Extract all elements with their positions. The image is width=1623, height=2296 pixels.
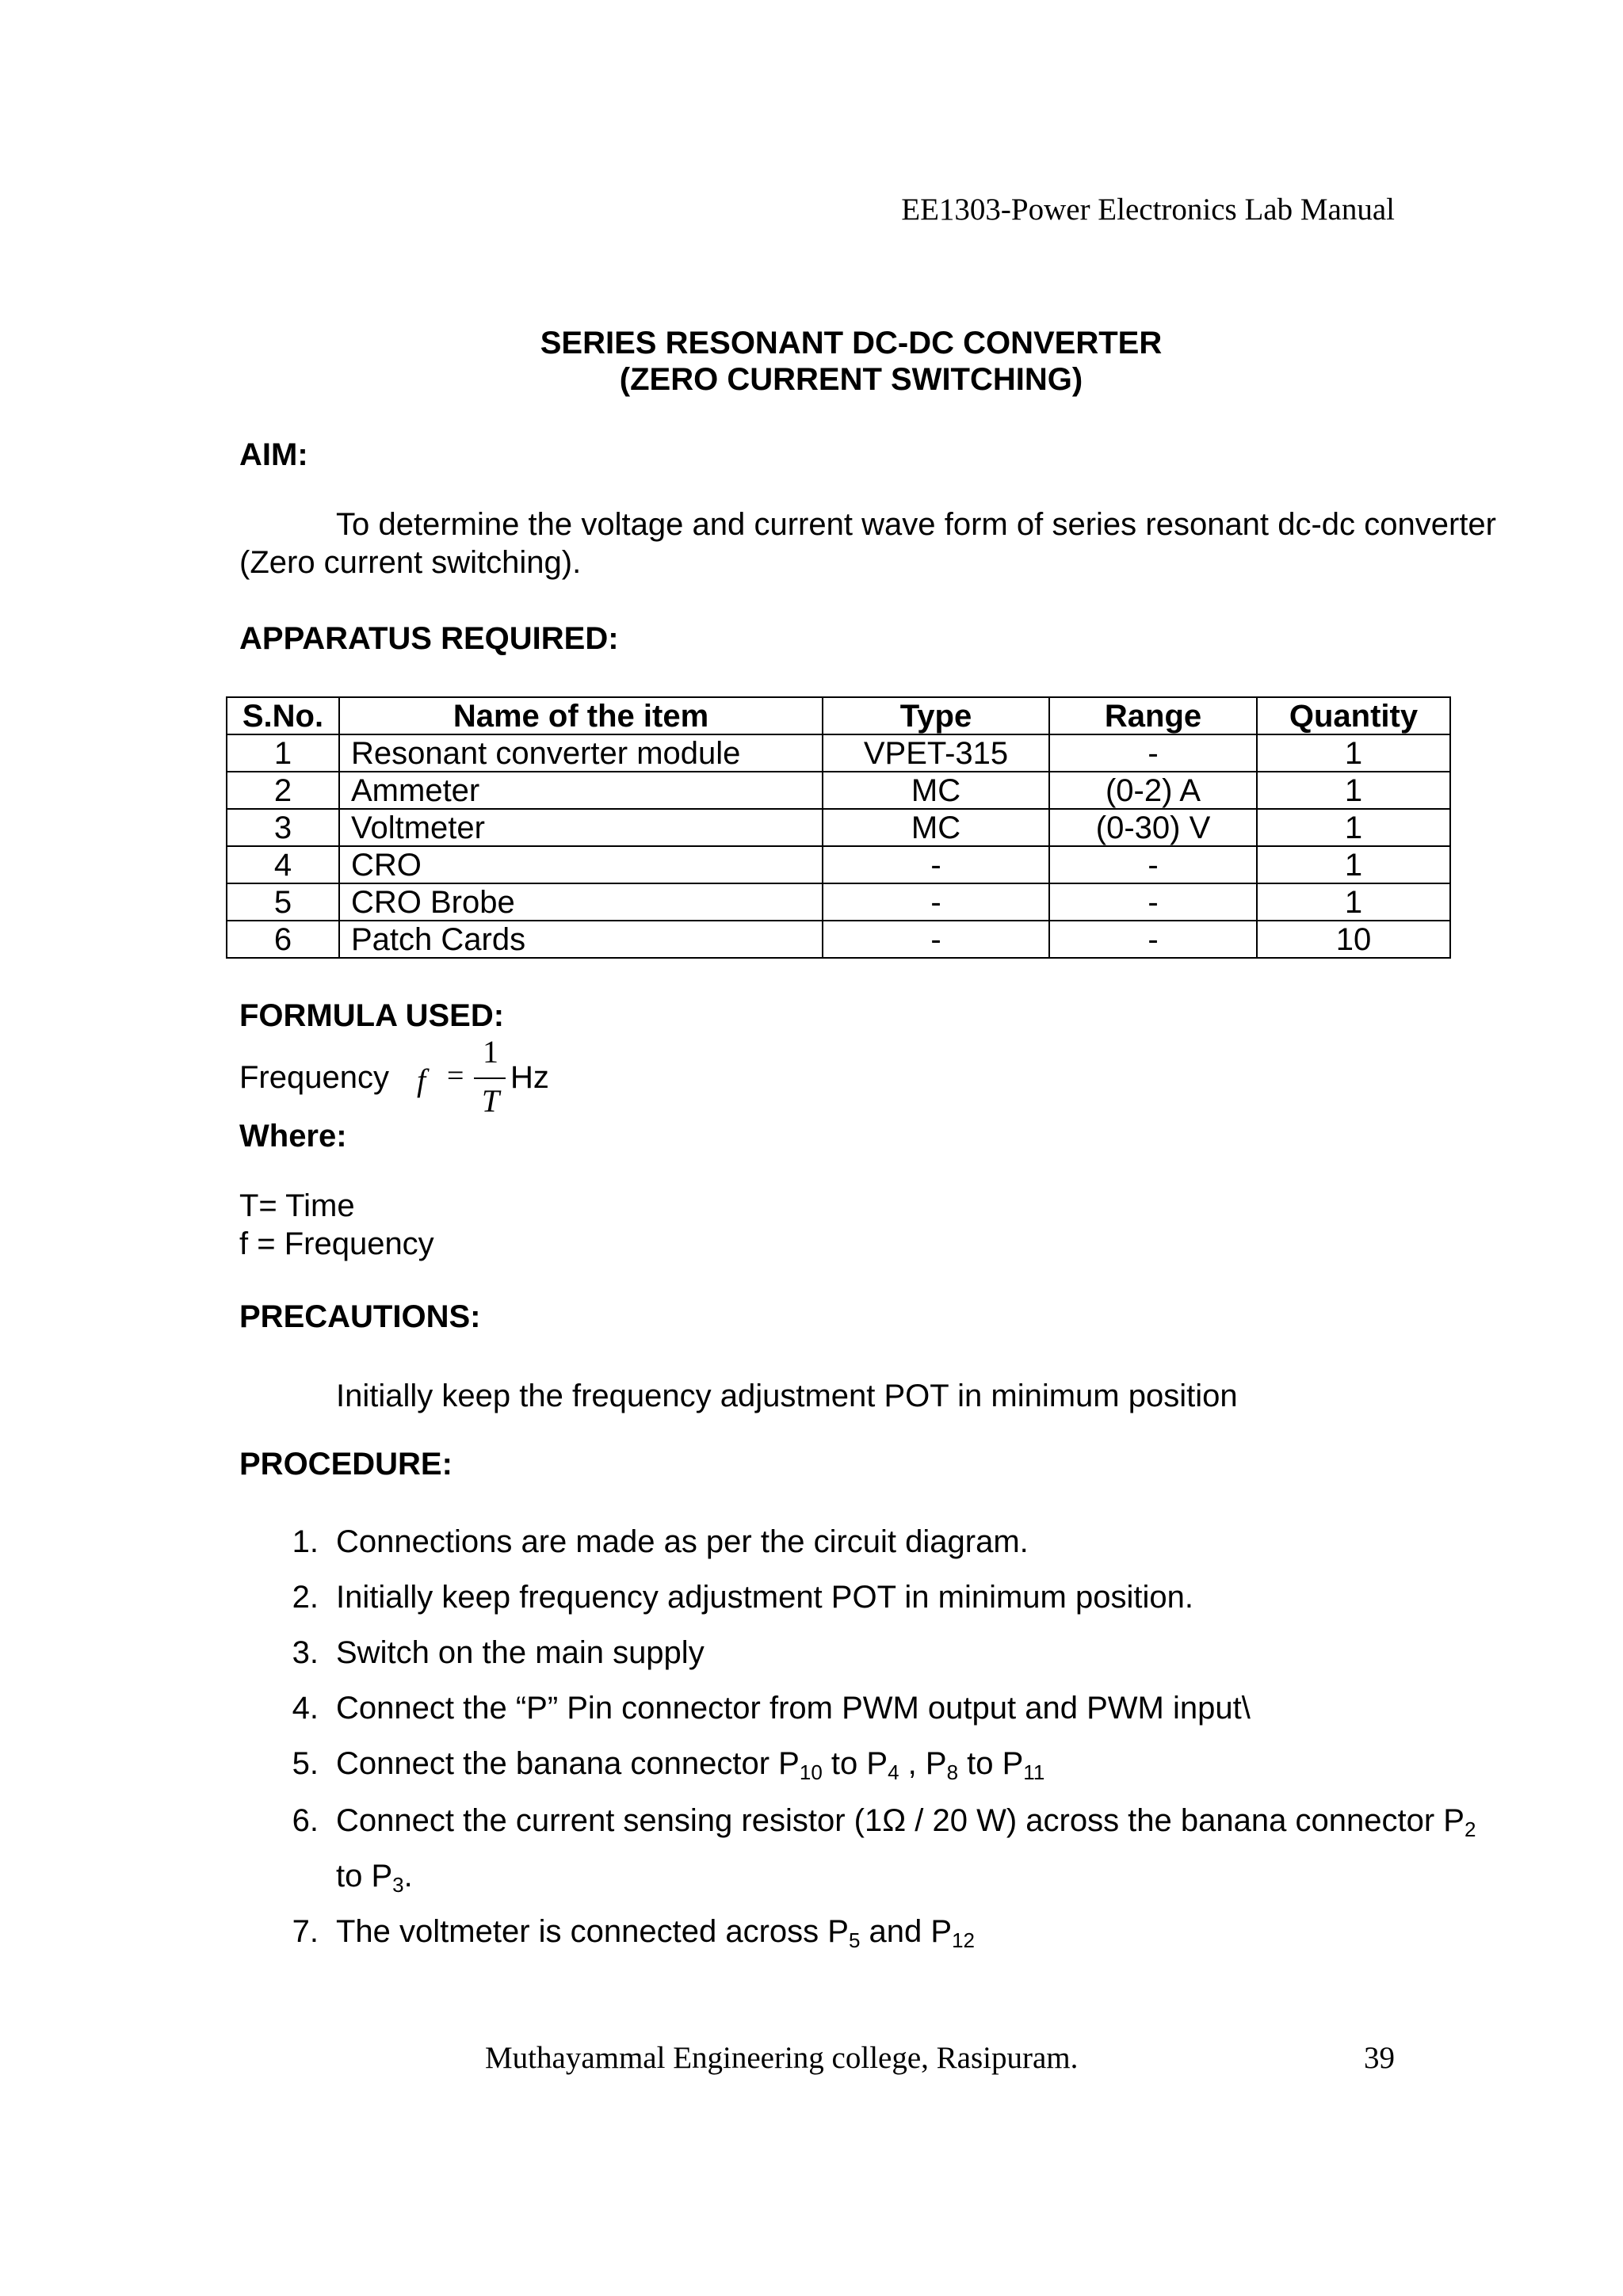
step-text-part: and P	[860, 1914, 953, 1949]
cell-type: -	[823, 846, 1049, 883]
title-line-2: (ZERO CURRENT SWITCHING)	[619, 362, 1083, 397]
cell-range: -	[1049, 734, 1257, 772]
table-row	[227, 734, 1450, 772]
title-line-1: SERIES RESONANT DC-DC CONVERTER	[540, 326, 1163, 360]
cell-range: -	[1049, 921, 1257, 958]
definition-frequency: f = Frequency	[239, 1226, 434, 1261]
table-row	[227, 809, 1450, 846]
col-header-range: Range	[1049, 697, 1257, 734]
step-text-part: .	[403, 1859, 413, 1894]
table-header-row	[227, 697, 1450, 734]
step-text-part: The voltmeter is connected across P	[336, 1914, 849, 1949]
page-number: 39	[1364, 2041, 1395, 2075]
formula-numerator: 1	[483, 1034, 498, 1070]
step-text-part: , P	[899, 1746, 947, 1781]
formula-equals: =	[447, 1059, 464, 1093]
step-text-part: Connect the current sensing resistor (1Ω / 20 W) across the banana connector P	[336, 1803, 1465, 1838]
cell-type: -	[823, 921, 1049, 958]
formula-label: Frequency	[239, 1060, 389, 1095]
subscript: 3	[392, 1873, 404, 1897]
where-heading: Where:	[239, 1119, 347, 1154]
cell-name: Ammeter	[339, 772, 823, 809]
cell-quantity: 1	[1257, 883, 1450, 921]
step-text	[336, 1914, 975, 1950]
cell-range: -	[1049, 883, 1257, 921]
cell-name: Resonant converter module	[339, 734, 823, 772]
cell-type: VPET-315	[823, 734, 1049, 772]
cell-range: (0-2) A	[1049, 772, 1257, 809]
step-number: 2.	[292, 1580, 319, 1615]
step-text-part: to P	[958, 1746, 1024, 1781]
step-number: 6.	[292, 1803, 319, 1838]
footer-institution: Muthayammal Engineering college, Rasipuram.	[485, 2041, 1079, 2075]
formula-unit: Hz	[510, 1060, 549, 1095]
step-text-part: Connect the banana connector P	[336, 1746, 800, 1781]
cell-type: -	[823, 883, 1049, 921]
col-header-type: Type	[823, 697, 1049, 734]
subscript: 2	[1464, 1817, 1476, 1841]
step-text	[336, 1746, 1044, 1782]
document-title	[0, 325, 1623, 398]
step-text-part: to P	[822, 1746, 888, 1781]
apparatus-table	[226, 696, 1451, 959]
running-header: EE1303-Power Electronics Lab Manual	[901, 193, 1395, 227]
step-text-part: to P	[336, 1859, 393, 1894]
step-text: Switch on the main supply	[336, 1635, 705, 1670]
procedure-heading: PROCEDURE:	[239, 1447, 453, 1482]
table-row	[227, 772, 1450, 809]
step-text	[336, 1803, 1476, 1839]
step-number: 7.	[292, 1914, 319, 1949]
formula-denominator: T	[481, 1083, 500, 1119]
cell-quantity: 10	[1257, 921, 1450, 958]
cell-quantity: 1	[1257, 809, 1450, 846]
aim-heading: AIM:	[239, 437, 308, 472]
cell-sno: 6	[227, 921, 339, 958]
apparatus-table-body	[227, 734, 1450, 958]
cell-name: Voltmeter	[339, 809, 823, 846]
aim-text: To determine the voltage and current wave form of series resonant dc-dc converter (Zero current switching).	[239, 507, 1496, 580]
table-row	[227, 883, 1450, 921]
step-text	[336, 1859, 413, 1897]
subscript: 8	[946, 1760, 959, 1784]
definition-time: T= Time	[239, 1188, 355, 1223]
formula-heading: FORMULA USED:	[239, 998, 505, 1033]
col-header-sno: S.No.	[227, 697, 339, 734]
step-text: Initially keep frequency adjustment POT in minimum position.	[336, 1580, 1193, 1615]
apparatus-heading: APPARATUS REQUIRED:	[239, 621, 619, 656]
cell-type: MC	[823, 809, 1049, 846]
formula-variable: f	[417, 1062, 426, 1098]
cell-name: Patch Cards	[339, 921, 823, 958]
cell-sno: 3	[227, 809, 339, 846]
step-text: Connections are made as per the circuit diagram.	[336, 1524, 1029, 1559]
cell-quantity: 1	[1257, 846, 1450, 883]
precautions-heading: PRECAUTIONS:	[239, 1299, 481, 1334]
cell-sno: 5	[227, 883, 339, 921]
table-row	[227, 921, 1450, 958]
precaution-text: Initially keep the frequency adjustment POT in minimum position	[336, 1379, 1238, 1413]
cell-quantity: 1	[1257, 734, 1450, 772]
cell-sno: 4	[227, 846, 339, 883]
cell-name: CRO Brobe	[339, 883, 823, 921]
col-header-quantity: Quantity	[1257, 697, 1450, 734]
cell-name: CRO	[339, 846, 823, 883]
subscript: 11	[1023, 1760, 1045, 1784]
cell-range: (0-30) V	[1049, 809, 1257, 846]
step-number: 1.	[292, 1524, 319, 1559]
step-number: 4.	[292, 1691, 319, 1726]
subscript: 4	[888, 1760, 899, 1784]
subscript: 12	[952, 1928, 975, 1952]
cell-range: -	[1049, 846, 1257, 883]
fraction-bar	[474, 1077, 506, 1079]
cell-quantity: 1	[1257, 772, 1450, 809]
step-number: 3.	[292, 1635, 319, 1670]
col-header-name: Name of the item	[339, 697, 823, 734]
step-number: 5.	[292, 1746, 319, 1781]
cell-type: MC	[823, 772, 1049, 809]
cell-sno: 2	[227, 772, 339, 809]
step-text: Connect the “P” Pin connector from PWM output and PWM input\	[336, 1691, 1251, 1726]
subscript: 5	[848, 1928, 861, 1952]
table-row	[227, 846, 1450, 883]
cell-sno: 1	[227, 734, 339, 772]
subscript: 10	[799, 1760, 823, 1784]
